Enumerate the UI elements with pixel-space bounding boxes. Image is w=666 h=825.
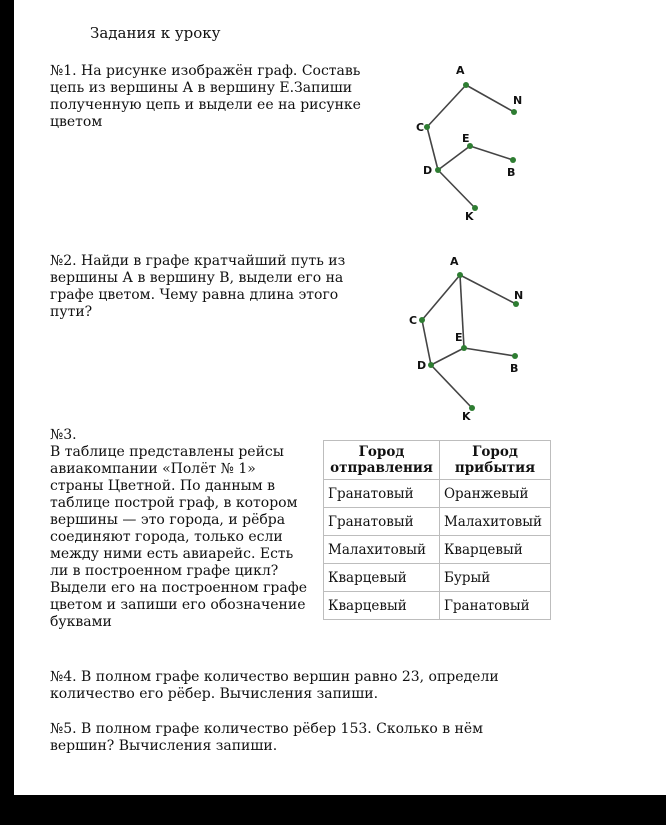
graph-1-edge-a-c [427,85,466,127]
graph-1-label-e: E [462,132,470,145]
header-departure-city: Город отправления [324,441,440,480]
table-row [324,508,551,536]
graph-2-vertex-c [419,317,425,323]
graph-2-edge-e-b [464,348,515,356]
cell-departure: Кварцевый [324,564,440,592]
graph-1-vertex-b [510,157,516,163]
task-1-line: цветом [50,114,103,130]
cell-departure: Гранатовый [324,480,440,508]
task-2-line: №2. Найди в графе кратчайший путь из [50,253,346,269]
graph-1-vertex-c [424,124,430,130]
task-1-line: №1. На рисунке изображён граф. Составь [50,63,361,79]
graph-2-vertex-d [428,362,434,368]
graph-2-label-a: A [450,255,459,268]
cell-arrival: Кварцевый [439,536,550,564]
task-1-text [50,63,390,131]
graph-1-edge-d-e [438,146,470,170]
graph-2-label-b: B [510,362,519,375]
graph-1-edge-a-n [466,85,514,112]
graph-2-label-d: D [417,359,427,372]
task-3-text [50,427,320,631]
task-3-line: вершины — это города, и рёбра [50,512,286,528]
flights-table [323,440,551,620]
task-3-line: соединяют города, только если [50,529,283,545]
page-title: Задания к уроку [90,24,221,42]
cell-arrival: Малахитовый [439,508,550,536]
task-3-line: Выдели его на построенном графе [50,580,307,596]
cell-arrival: Гранатовый [439,592,550,620]
graph-1-label-k: K [465,210,474,223]
graph-2-label-k: K [462,410,471,423]
task-3-line: буквами [50,614,112,630]
graph-2-edge-a-n [460,275,516,304]
task-3-line: цветом и запиши его обозначение [50,597,306,613]
graph-2-label-n: N [514,289,524,302]
graph-2-vertex-b [512,353,518,359]
graph-1-label-d: D [423,164,433,177]
task-4-text [50,669,650,703]
task-5-line: №5. В полном графе количество рёбер 153. Сколько в нём [50,721,484,737]
table-row [324,564,551,592]
graph-2-edge-d-k [431,365,472,408]
graph-1-label-c: C [416,121,425,134]
task-1-line: полученную цепь и выдели ее на рисунке [50,97,361,113]
graph-1 [410,60,530,225]
graph-1-label-n: N [513,94,523,107]
cell-departure: Кварцевый [324,592,440,620]
graph-1-edge-d-k [438,170,475,208]
cell-departure: Малахитовый [324,536,440,564]
graph-1-edge-e-b [470,146,513,160]
task-5-text [50,721,650,755]
cell-arrival: Бурый [439,564,550,592]
graph-2-vertex-a [457,272,463,278]
table-row [324,536,551,564]
cell-arrival: Оранжевый [439,480,550,508]
table-header-row [324,441,551,480]
graph-1-vertex-d [435,167,441,173]
task-3-line: ли в построенном графе цикл? [50,563,279,579]
graph-2 [400,248,530,428]
graph-1-vertex-a [463,82,469,88]
table-row [324,592,551,620]
task-3-line: таблице построй граф, в котором [50,495,298,511]
graph-2-edge-a-c [422,275,460,320]
task-3-line: авиакомпании «Полёт № 1» [50,461,256,477]
task-3-line: между ними есть авиарейс. Есть [50,546,294,562]
table-row [324,480,551,508]
task-2-line: пути? [50,304,93,320]
task-2-line: графе цветом. Чему равна длина этого [50,287,339,303]
task-4-line: №4. В полном графе количество вершин равно 23, определи [50,669,499,685]
graph-1-vertex-n [511,109,517,115]
worksheet-page [14,0,666,795]
graph-2-label-e: E [455,331,463,344]
graph-2-vertex-e [461,345,467,351]
task-5-line: вершин? Вычисления запиши. [50,738,278,754]
task-4-line: количество его рёбер. Вычисления запиши. [50,686,379,702]
task-1-line: цепь из вершины А в вершину Е.Запиши [50,80,353,96]
graph-2-label-c: C [409,314,418,327]
graph-1-label-b: B [507,166,516,179]
graph-1-label-a: A [456,64,465,77]
task-2-line: вершины А в вершину В, выдели его на [50,270,344,286]
task-3-line: №3. [50,427,77,443]
task-3-line: В таблице представлены рейсы [50,444,284,460]
task-3-line: страны Цветной. По данным в [50,478,276,494]
header-arrival-city: Город прибытия [439,441,550,480]
graph-2-edge-d-e [431,348,464,365]
task-2-text [50,253,390,321]
cell-departure: Гранатовый [324,508,440,536]
